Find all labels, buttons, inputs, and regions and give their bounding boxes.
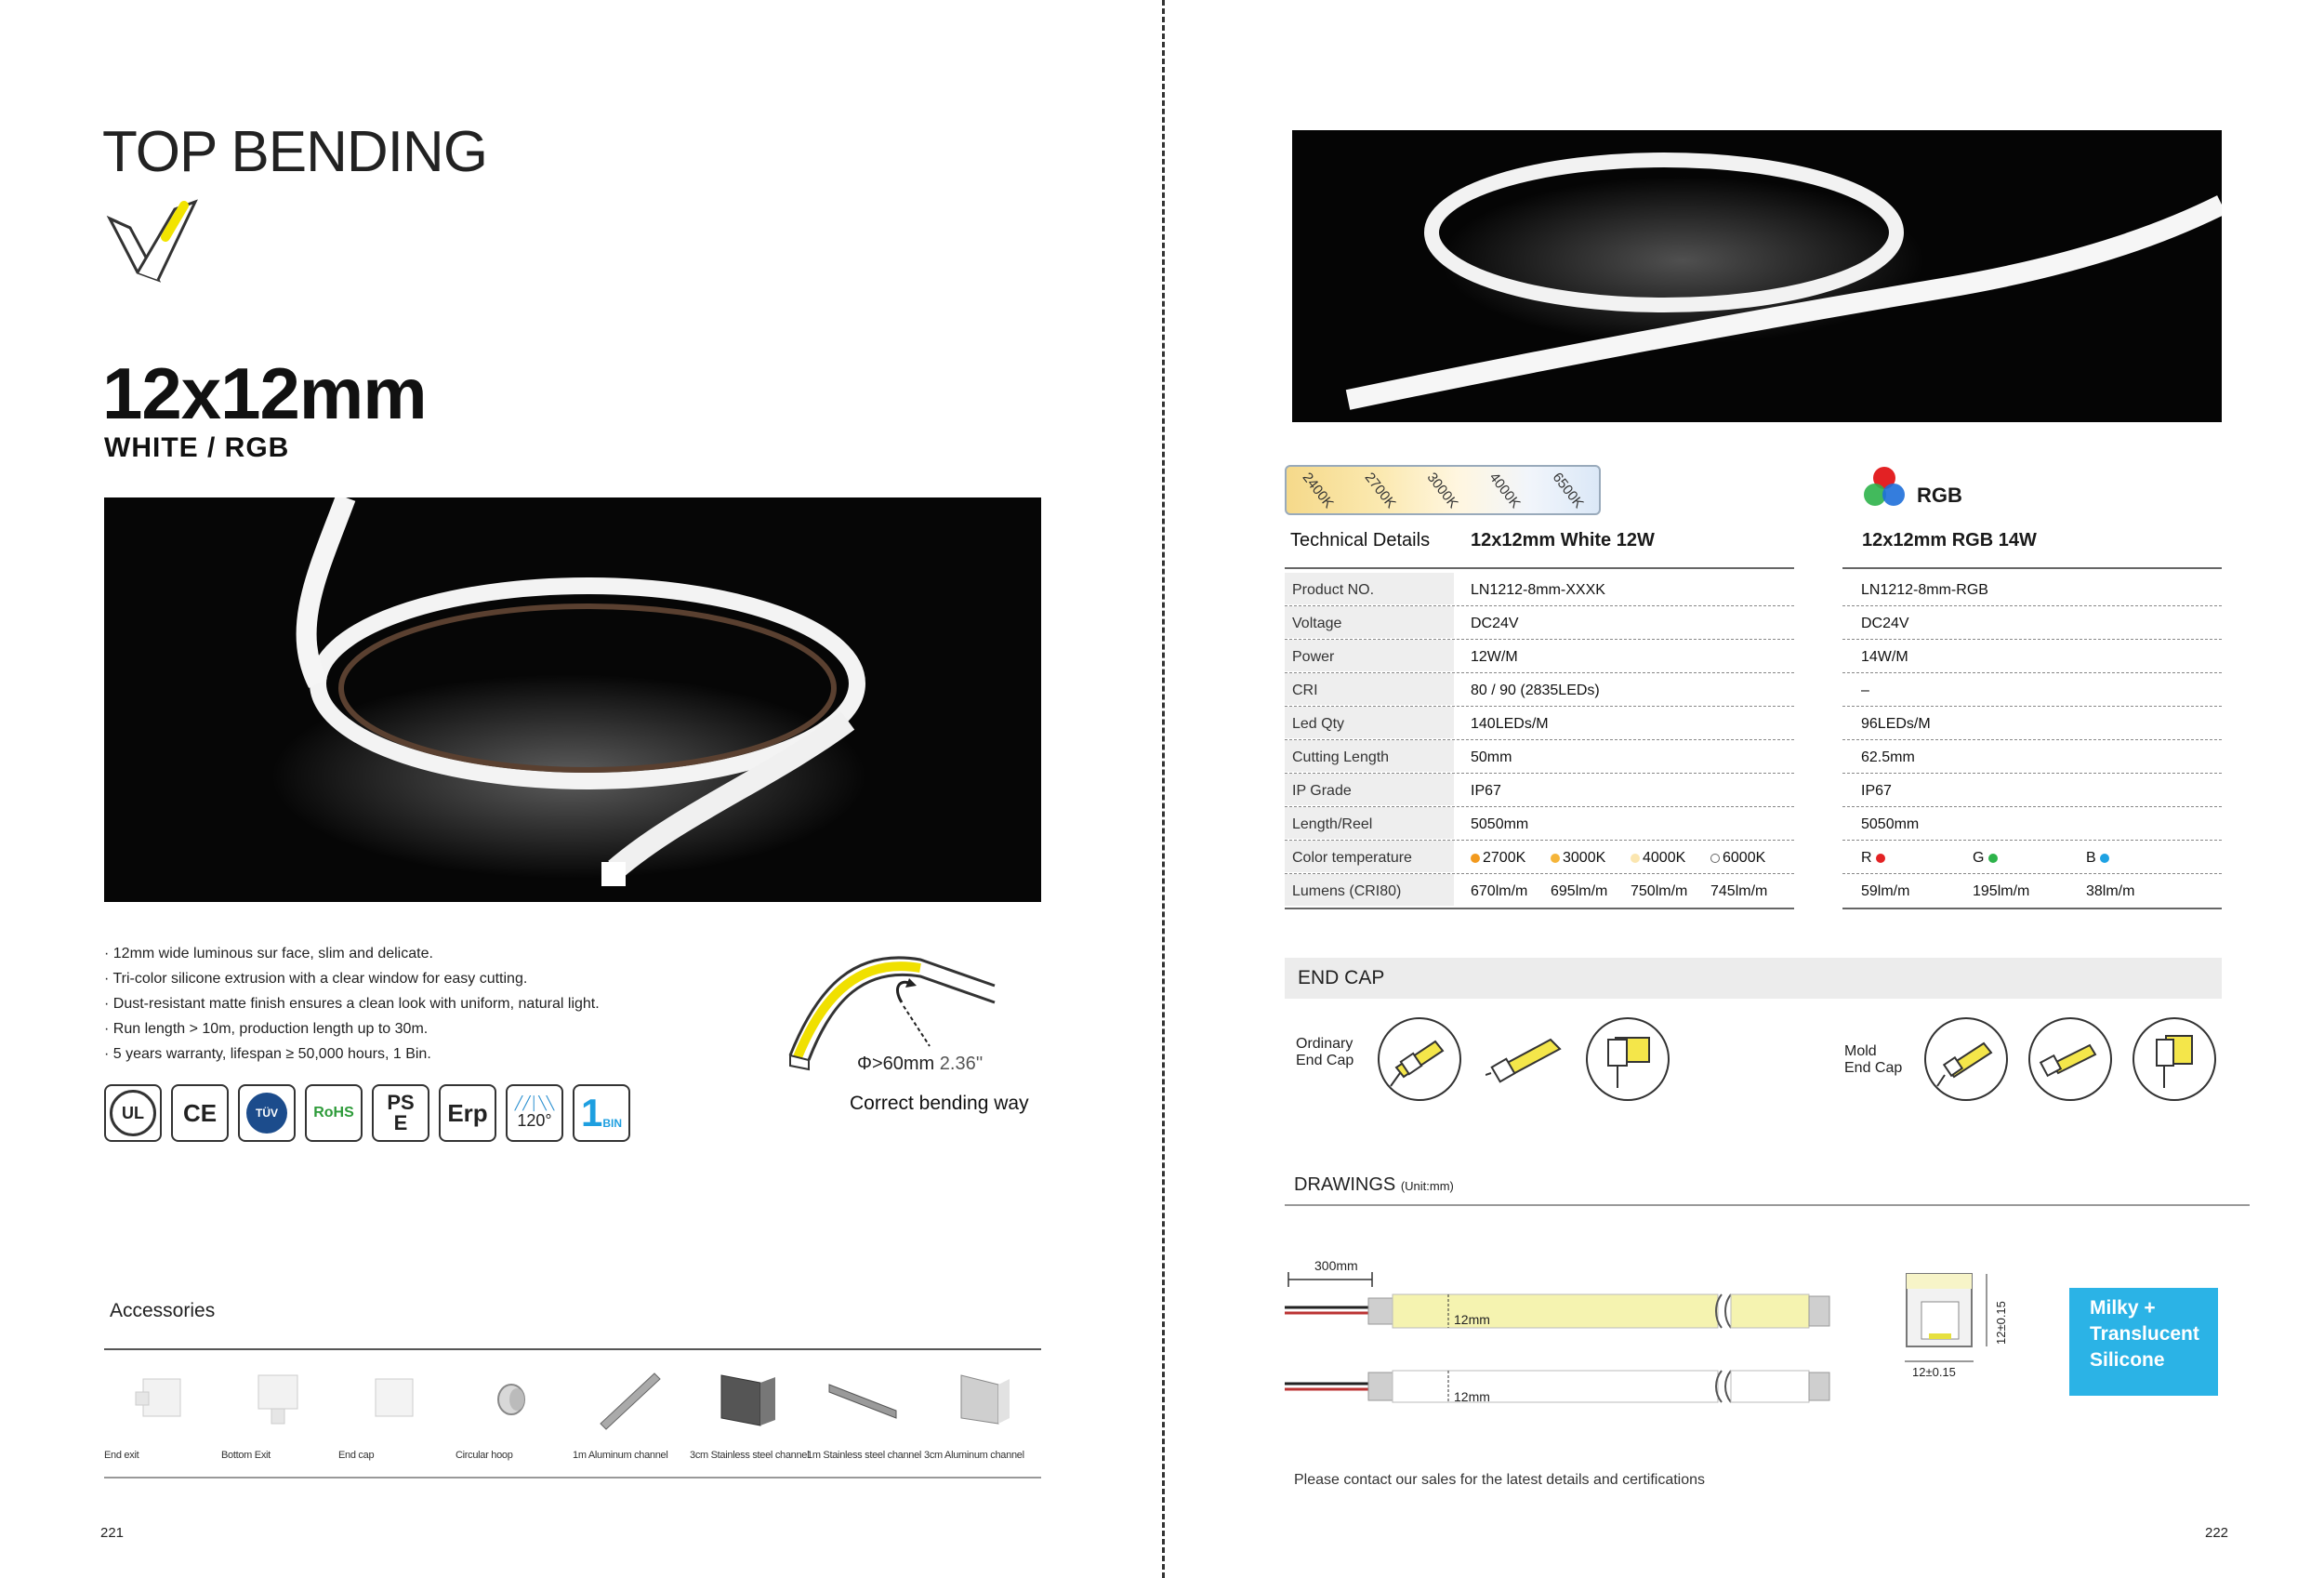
bending-caption: Correct bending way: [850, 1093, 1029, 1114]
table-row: [1285, 740, 2222, 774]
rgb-value: 5050mm: [1861, 816, 1920, 832]
cct-label: 4000K: [1643, 850, 1686, 866]
kelvin-label: 6500K: [1549, 469, 1587, 511]
lumen-value: 195lm/m: [1973, 883, 2030, 899]
rgb-value: –: [1861, 683, 1869, 698]
white-value: DC24V: [1471, 616, 1519, 631]
ce-cert-icon: CE: [171, 1084, 229, 1142]
lumen-value: 750lm/m: [1631, 883, 1688, 899]
rgb-value: IP67: [1861, 783, 1892, 799]
mold-label-line: Mold: [1844, 1043, 1877, 1059]
lumen-value: 38lm/m: [2086, 883, 2135, 899]
cct-dot-icon: [1631, 854, 1640, 863]
end-cap-icon: [357, 1366, 431, 1431]
product-size-title: 12x12mm: [102, 352, 427, 434]
white-value: 80 / 90 (2835LEDs): [1471, 683, 1600, 698]
row-cell-white: [1285, 640, 1794, 673]
row-cell-rgb: [1842, 841, 2222, 874]
row-label: Lumens (CRI80): [1292, 883, 1402, 899]
table-header-white: 12x12mm White 12W: [1471, 530, 1655, 550]
pse-cert-icon: [372, 1084, 429, 1142]
kelvin-label: 2400K: [1299, 469, 1337, 511]
accessory-item: [104, 1362, 221, 1465]
page-number-right: 222: [2205, 1525, 2229, 1541]
bin-label: BIN: [602, 1117, 623, 1130]
rgb-channel: [1861, 850, 1888, 867]
page-fold-divider: [1162, 0, 1165, 1578]
accessory-label: End cap: [338, 1450, 375, 1461]
rgb-channel: [2086, 850, 2112, 867]
tuv-mark: TÜV: [246, 1093, 287, 1134]
table-rule-rgb: [1842, 567, 2222, 569]
product-photo-wide: [1292, 130, 2222, 422]
profile-width-label: 12±0.15: [1912, 1365, 1956, 1379]
mold-cap-detail-icon: [1924, 1017, 2008, 1101]
rgb-value: LN1212-8mm-RGB: [1861, 582, 1988, 598]
cct-item: [1551, 850, 1605, 867]
accessory-label: Circular hoop: [456, 1450, 513, 1461]
profile-height-label: 12±0.15: [1994, 1301, 2008, 1345]
bin-number: 1: [580, 1091, 603, 1134]
lumen-value: 59lm/m: [1861, 883, 1910, 899]
table-row-lumens: [1285, 874, 2222, 908]
table-header-rgb: 12x12mm RGB 14W: [1862, 530, 2037, 550]
rgb-channel: [1973, 850, 2000, 867]
section-title: TOP BENDING: [102, 120, 487, 184]
white-value: 5050mm: [1471, 816, 1529, 832]
aluminum-short-channel-icon: [943, 1366, 1017, 1431]
accessory-label: 3cm Aluminum channel: [924, 1450, 1024, 1461]
stainless-long-channel-icon: [825, 1366, 900, 1431]
end-cap-side-icon: [1586, 1017, 1670, 1101]
mold-label-line: End Cap: [1844, 1060, 1903, 1076]
material-badge: [2069, 1288, 2218, 1396]
bend-radius-mm: Φ>60mm: [857, 1054, 935, 1074]
table-end-rule-white: [1285, 908, 1794, 909]
end-cap-strip-icon: [1486, 1027, 1569, 1092]
material-line: Translucent: [2090, 1323, 2199, 1345]
white-value: 50mm: [1471, 749, 1512, 765]
feature-list: [104, 941, 600, 1067]
table-row: [1285, 774, 2222, 807]
circular-hoop-icon: [474, 1366, 548, 1431]
rgb-channel-label: R: [1861, 850, 1872, 866]
lumen-value: 670lm/m: [1471, 883, 1528, 899]
accessory-label: End exit: [104, 1450, 139, 1461]
cct-dot-icon: [1471, 854, 1480, 863]
table-rule-white: [1285, 567, 1794, 569]
ordinary-end-cap-label: [1296, 1036, 1353, 1069]
accessory-item: [456, 1362, 573, 1465]
one-bin-icon: [573, 1084, 630, 1142]
drawings-unit: (Unit:mm): [1400, 1179, 1454, 1193]
end-cap-detail-icon: [1378, 1017, 1461, 1101]
rgb-channel-label: G: [1973, 850, 1985, 866]
accessories-divider-bottom: [104, 1477, 1041, 1479]
red-dot-icon: [1876, 854, 1885, 863]
ul-cert-icon: [104, 1084, 162, 1142]
width-dimension-label: 12mm: [1454, 1389, 1490, 1404]
end-cap-header-bar: [1285, 958, 2222, 999]
end-exit-icon: [123, 1366, 197, 1431]
feature-item: · Dust-resistant matte finish ensures a clean look with uniform, natural light.: [104, 996, 600, 1012]
accessory-item: [573, 1362, 690, 1465]
cct-label: 6000K: [1723, 850, 1766, 866]
white-value: IP67: [1471, 783, 1501, 799]
table-row: [1285, 606, 2222, 640]
row-cell-white: [1285, 774, 1794, 807]
bottom-exit-icon: [240, 1366, 314, 1431]
cross-section-profile-drawing: [1901, 1265, 2013, 1395]
accessory-label: 1m Stainless steel channel: [807, 1450, 922, 1461]
rgb-icon: [1862, 465, 1907, 510]
beam-angle-value: 120°: [517, 1111, 552, 1130]
accessories-title: Accessories: [110, 1300, 216, 1321]
ordinary-label-line: Ordinary: [1296, 1036, 1353, 1052]
white-value: LN1212-8mm-XXXK: [1471, 582, 1605, 598]
accessories-divider-top: [104, 1348, 1041, 1350]
rohs-cert-icon: [305, 1084, 363, 1142]
rohs-mark: RoHS: [313, 1105, 354, 1121]
kelvin-label: 2700K: [1361, 469, 1399, 511]
accessories-row: [104, 1362, 1041, 1465]
width-dimension-label: 12mm: [1454, 1312, 1490, 1327]
rgb-value: 14W/M: [1861, 649, 1908, 665]
accessory-item: [924, 1362, 1041, 1465]
cct-label: 3000K: [1563, 850, 1606, 866]
table-row: [1285, 807, 2222, 841]
bend-radius-measure: [857, 1054, 983, 1075]
drawings-heading: DRAWINGS: [1294, 1174, 1396, 1195]
feature-item: · 5 years warranty, lifespan ≥ 50,000 hours, 1 Bin.: [104, 1046, 431, 1062]
table-row: [1285, 673, 2222, 707]
footnote: Please contact our sales for the latest details and certifications: [1294, 1472, 1706, 1488]
rgb-value: 96LEDs/M: [1861, 716, 1931, 732]
row-label: Led Qty: [1292, 716, 1345, 732]
feature-item: · Tri-color silicone extrusion with a clear window for easy cutting.: [104, 971, 528, 987]
material-line: Milky +: [2090, 1297, 2156, 1319]
row-cell-white: [1285, 807, 1794, 841]
lumen-value: 745lm/m: [1710, 883, 1768, 899]
accessory-label: Bottom Exit: [221, 1450, 271, 1461]
feature-item: · Run length > 10m, production length up to 30m.: [104, 1021, 429, 1037]
rgb-value: DC24V: [1861, 616, 1909, 631]
table-row: [1285, 573, 2222, 606]
top-bending-icon: [102, 191, 209, 288]
product-variant-subtitle: WHITE / RGB: [104, 432, 290, 463]
cct-dot-icon: [1710, 854, 1720, 863]
pse-bottom: E: [393, 1111, 408, 1134]
cct-dot-icon: [1551, 854, 1560, 863]
row-cell-white: [1285, 606, 1794, 640]
strip-dimension-drawing: [1285, 1246, 1861, 1413]
accessory-item: [221, 1362, 338, 1465]
accessory-label: 3cm Stainless steel channel: [690, 1450, 810, 1461]
rgb-value: 62.5mm: [1861, 749, 1915, 765]
row-label: Power: [1292, 649, 1335, 665]
table-header-label: Technical Details: [1290, 530, 1431, 550]
length-dimension-label: 300mm: [1314, 1258, 1358, 1273]
feature-item: · 12mm wide luminous sur face, slim and delicate.: [104, 946, 433, 961]
product-photo-coil: [104, 497, 1041, 902]
row-label: Product NO.: [1292, 582, 1375, 598]
beam-rays-icon: ╱╱│╲╲: [514, 1095, 555, 1110]
mold-cap-side-icon: [2133, 1017, 2216, 1101]
drawings-title: [1294, 1174, 1454, 1196]
cct-item: [1710, 850, 1765, 867]
cct-item: [1631, 850, 1685, 867]
rgb-label: RGB: [1917, 484, 1962, 507]
aluminum-channel-icon: [591, 1366, 666, 1431]
row-label: IP Grade: [1292, 783, 1352, 799]
table-end-rule-rgb: [1842, 908, 2222, 909]
cct-label: 2700K: [1483, 850, 1526, 866]
material-line: Silicone: [2090, 1349, 2165, 1371]
table-row: [1285, 640, 2222, 673]
table-row-color-temperature: [1285, 841, 2222, 874]
row-label: Cutting Length: [1292, 749, 1390, 765]
beam-angle-icon: [506, 1084, 563, 1142]
accessory-item: [690, 1362, 810, 1465]
kelvin-label: 4000K: [1486, 469, 1525, 511]
white-value: 140LEDs/M: [1471, 716, 1549, 732]
kelvin-label: 3000K: [1423, 469, 1462, 511]
row-label: Voltage: [1292, 616, 1342, 631]
bend-radius-inch: 2.36'': [939, 1054, 984, 1074]
pse-top: PS: [387, 1091, 415, 1114]
tuv-cert-icon: [238, 1084, 296, 1142]
row-cell-white: [1285, 740, 1794, 774]
white-value: 12W/M: [1471, 649, 1518, 665]
mold-cap-strip-icon: [2028, 1017, 2112, 1101]
end-cap-title: END CAP: [1298, 967, 1385, 988]
accessory-item: [338, 1362, 456, 1465]
rgb-channel-label: B: [2086, 850, 2096, 866]
row-label: Color temperature: [1292, 850, 1412, 866]
cct-item: [1471, 850, 1525, 867]
drawings-divider: [1285, 1204, 2250, 1206]
accessory-item: [807, 1362, 924, 1465]
row-label: Length/Reel: [1292, 816, 1373, 832]
erp-cert-icon: Erp: [439, 1084, 496, 1142]
row-cell-rgb: [1842, 774, 2222, 807]
page-number-left: 221: [100, 1525, 125, 1541]
certification-row: [104, 1084, 630, 1142]
green-dot-icon: [1988, 854, 1998, 863]
spec-table: [1285, 573, 2222, 908]
color-temperature-strip: [1285, 465, 1601, 515]
table-row: [1285, 707, 2222, 740]
lumen-value: 695lm/m: [1551, 883, 1608, 899]
row-label: CRI: [1292, 683, 1318, 698]
blue-dot-icon: [2100, 854, 2109, 863]
mold-end-cap-label: [1844, 1043, 1902, 1077]
stainless-channel-icon: [708, 1366, 783, 1431]
ul-mark: UL: [110, 1090, 156, 1136]
accessory-label: 1m Aluminum channel: [573, 1450, 668, 1461]
ordinary-label-line: End Cap: [1296, 1053, 1354, 1068]
row-cell-rgb: [1842, 673, 2222, 707]
